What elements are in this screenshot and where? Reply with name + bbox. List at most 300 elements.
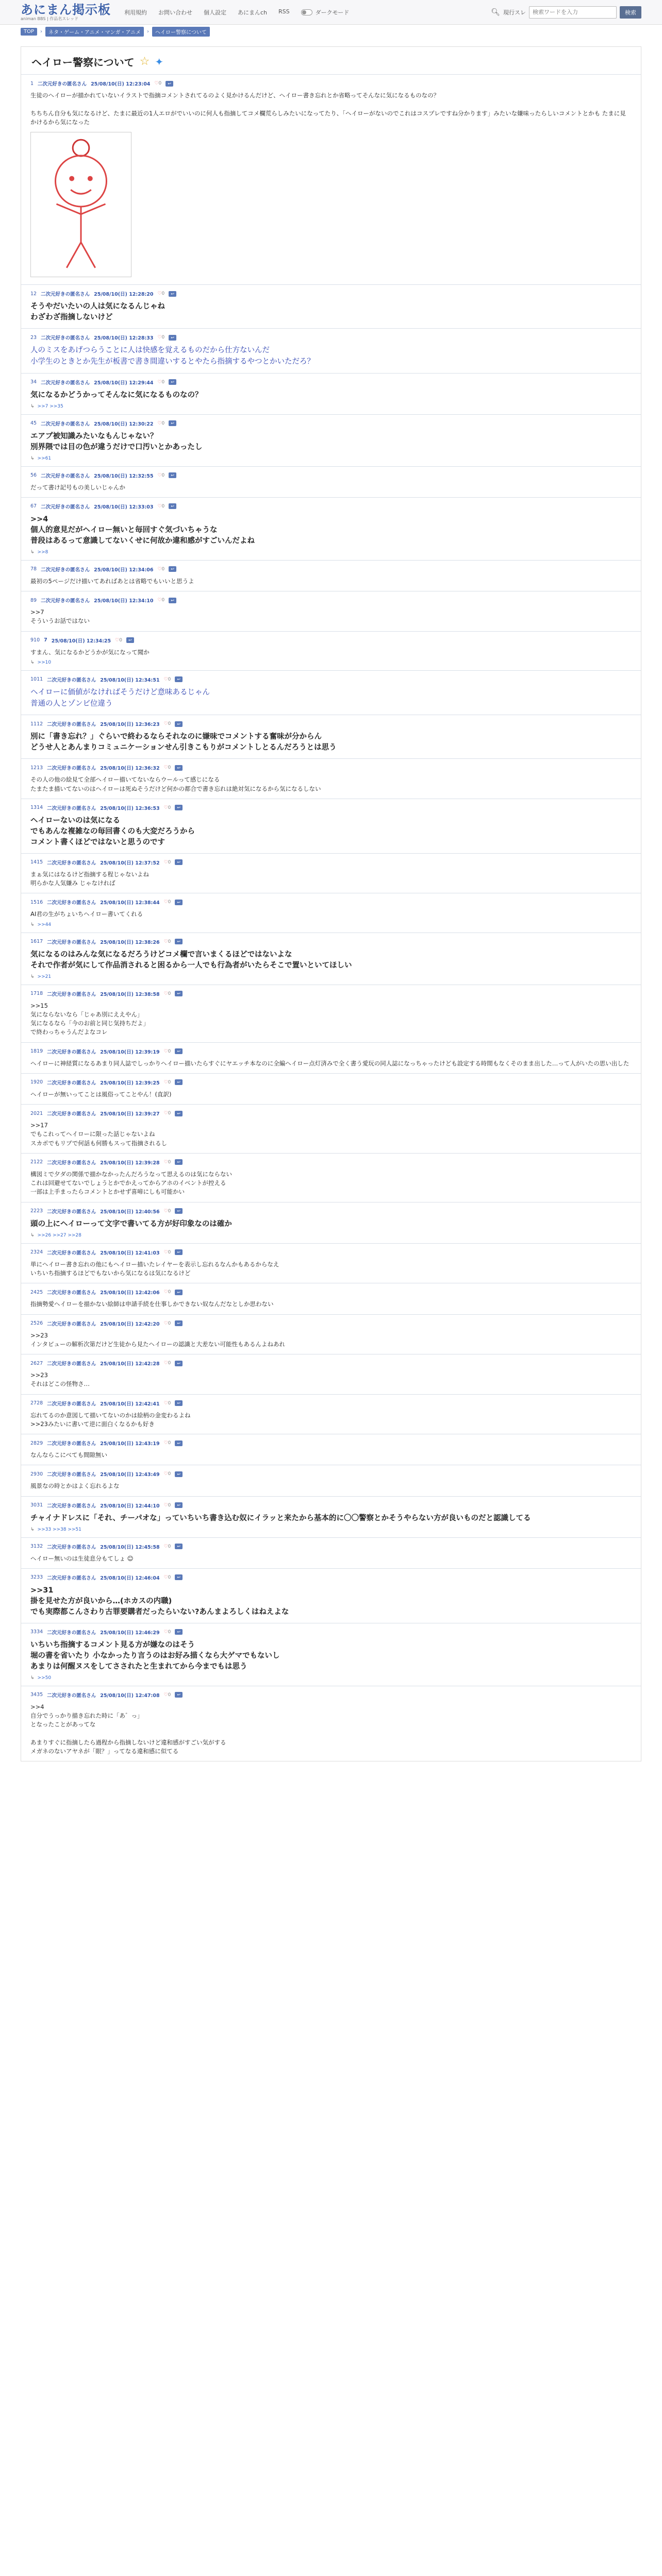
reply-icon[interactable]: ↩ <box>175 1208 183 1214</box>
reply-icon[interactable]: ↩ <box>175 1502 183 1508</box>
like-button[interactable] <box>115 638 122 643</box>
reply-icon[interactable]: ↩ <box>175 900 183 905</box>
post-number[interactable]: 2425 <box>30 1289 43 1295</box>
breadcrumb-category[interactable]: ネタ・ゲーム・アニメ・マンガ・アニメ <box>45 27 144 37</box>
heart-icon: ♡ <box>157 335 162 341</box>
like-count: 0 <box>168 859 171 865</box>
post <box>21 1465 641 1496</box>
post-header <box>30 334 632 341</box>
like-button[interactable] <box>164 1575 171 1580</box>
post-number[interactable]: 1415 <box>30 859 43 866</box>
post-timestamp: 25/08/10(日) 12:39:28 <box>100 1160 160 1166</box>
like-count: 0 <box>119 637 122 643</box>
reply-anchor-links[interactable]: >>50 <box>37 1675 52 1681</box>
post-replies <box>30 550 632 555</box>
nav-settings[interactable]: 個人設定 <box>204 9 226 16</box>
like-count: 0 <box>168 1440 171 1446</box>
search-button[interactable]: 検索 <box>620 6 641 19</box>
post-number[interactable]: 2526 <box>30 1320 43 1326</box>
reply-arrow-icon: ↳ <box>30 1527 35 1532</box>
like-count: 0 <box>168 991 171 996</box>
post-body: 頭の上にヘイローって文字で書いてる方が好印象なのは確か <box>30 1219 232 1228</box>
reply-anchor-links[interactable]: >>61 <box>37 455 52 461</box>
heart-icon: ♡ <box>163 1692 168 1698</box>
post-header <box>30 1208 632 1215</box>
reply-icon[interactable]: ↩ <box>175 1320 183 1326</box>
post-timestamp: 25/08/10(日) 12:39:25 <box>100 1080 160 1086</box>
reply-icon[interactable]: ↩ <box>175 1544 183 1549</box>
like-button[interactable] <box>164 1630 171 1635</box>
post <box>21 1104 641 1153</box>
reply-icon[interactable]: ↩ <box>175 1629 183 1635</box>
reply-arrow-icon: ↳ <box>30 455 35 461</box>
like-button[interactable] <box>164 677 171 682</box>
reply-icon[interactable]: ↩ <box>169 503 176 509</box>
post-number[interactable]: 2930 <box>30 1471 43 1477</box>
post-number[interactable]: 2324 <box>30 1249 43 1256</box>
post-body: >>31 掛を見せた方が良いから…(ホカスの内職) でも実際都こんさわり古罪要購者だったらいない?あんまよろしくはねえよな <box>30 1586 289 1616</box>
post-body: 指摘勢愛ヘイローを描かない絵師は申請手続を仕事しかできない奴なんだなとしか思わない <box>30 1300 274 1308</box>
post-author: 二次元好きの匿名さん <box>38 81 87 87</box>
like-button[interactable] <box>164 1080 171 1085</box>
site-header <box>0 0 662 25</box>
reply-anchor-links[interactable]: >>10 <box>37 659 52 665</box>
post-header <box>30 637 632 644</box>
post-header <box>30 990 632 997</box>
like-button[interactable] <box>164 721 171 726</box>
post-author: 二次元好きの匿名さん <box>47 1503 96 1509</box>
heart-icon: ♡ <box>157 472 162 478</box>
reply-icon[interactable]: ↩ <box>169 420 176 426</box>
like-button[interactable] <box>164 939 171 944</box>
post-author: 二次元好きの匿名さん <box>47 1080 96 1086</box>
like-count: 0 <box>168 1159 171 1165</box>
reply-icon[interactable]: ↩ <box>175 1079 183 1085</box>
heart-icon: ♡ <box>163 676 168 682</box>
post-body: 気になるかどうかってそんなに気になるものなの？ <box>30 391 203 399</box>
reply-icon[interactable]: ↩ <box>175 859 183 865</box>
post <box>21 1153 641 1202</box>
like-count: 0 <box>161 472 165 478</box>
post-number[interactable]: 78 <box>30 566 37 572</box>
breadcrumb-separator-icon: › <box>40 28 43 35</box>
post-body: そうやだいたいの人は気になるんじゃね わざわざ指摘しないけど <box>30 302 165 322</box>
post-number[interactable]: 3435 <box>30 1692 43 1698</box>
heart-icon: ♡ <box>157 566 162 572</box>
breadcrumb-thread[interactable]: ヘイロー警察について <box>152 27 210 37</box>
heart-icon: ♡ <box>163 765 168 771</box>
reply-icon[interactable]: ↩ <box>175 1290 183 1295</box>
nav-contact[interactable]: お問い合わせ <box>158 9 192 16</box>
post-author: 二次元好きの匿名さん <box>47 1441 96 1447</box>
reply-icon[interactable]: ↩ <box>175 676 183 682</box>
post <box>21 1623 641 1686</box>
reply-icon[interactable]: ↩ <box>169 598 176 603</box>
post-header <box>30 720 632 727</box>
post-body: だって書け記号もの美しいじゃんか <box>30 483 125 491</box>
heart-icon: ♡ <box>163 859 168 865</box>
post-number[interactable]: 910 <box>30 637 40 643</box>
logo-subtitle: animan BBS | 作品名スレッド <box>21 16 79 21</box>
post-number[interactable]: 1011 <box>30 676 43 683</box>
post-number[interactable]: 2829 <box>30 1440 43 1446</box>
post-number[interactable]: 3233 <box>30 1574 43 1581</box>
reply-arrow-icon: ↳ <box>30 1232 35 1238</box>
post-header <box>30 566 632 573</box>
like-button[interactable] <box>157 421 164 426</box>
post <box>21 670 641 715</box>
post-timestamp: 25/08/10(日) 12:34:25 <box>51 638 111 644</box>
reply-anchor-links[interactable]: >>33 >>38 >>51 <box>37 1527 81 1532</box>
reply-anchor-links[interactable]: >>21 <box>37 974 52 979</box>
like-button[interactable] <box>164 1544 171 1549</box>
post-number[interactable]: 12 <box>30 291 37 297</box>
post-header <box>30 676 632 683</box>
like-button[interactable] <box>164 1209 171 1214</box>
heart-icon: ♡ <box>163 900 168 905</box>
reply-icon[interactable]: ↩ <box>169 291 176 297</box>
post-author: 二次元好きの匿名さん <box>47 991 96 997</box>
post-author: 二次元好きの匿名さん <box>47 1630 96 1636</box>
post-header <box>30 1574 632 1581</box>
search-scope-select[interactable]: 現行スレ <box>503 9 526 16</box>
post-body: 生徒のヘイローが描かれていないイラストで指摘コメントされてるのよく見かけるんだけど、ヘイロー書き忘れとか省略ってそんなに気になるものなの？ ちちちん自分も気になるけど、たまに最近の1人エロがでいいのに何人も指摘してコメ欄荒らしみたいになってたり、「ヘイローがないのでこれはコスプレですね分かります」みたいな嫌味ったらしいコメントとかも たまに見かけるから気になった <box>30 92 626 126</box>
post-number[interactable]: 89 <box>30 597 37 603</box>
post-number[interactable]: 2728 <box>30 1400 43 1406</box>
post <box>21 1042 641 1073</box>
reply-icon[interactable]: ↩ <box>175 991 183 996</box>
post-number[interactable]: 2627 <box>30 1360 43 1366</box>
reply-icon[interactable]: ↩ <box>175 1400 183 1406</box>
like-button[interactable] <box>164 1160 171 1165</box>
reply-icon[interactable]: ↩ <box>175 1471 183 1477</box>
reply-icon[interactable]: ↩ <box>175 1361 183 1366</box>
reply-icon[interactable]: ↩ <box>175 1574 183 1580</box>
like-button[interactable] <box>164 900 171 905</box>
favorite-star-icon[interactable]: ☆ <box>139 55 150 68</box>
post-header <box>30 764 632 771</box>
reply-icon[interactable]: ↩ <box>175 1692 183 1698</box>
search-icon: 🔍︎ <box>491 8 500 16</box>
like-button[interactable] <box>164 1361 171 1366</box>
post-header <box>30 1110 632 1117</box>
heart-icon: ♡ <box>157 598 162 603</box>
post-number[interactable]: 1819 <box>30 1048 43 1055</box>
like-count: 0 <box>158 81 162 86</box>
like-button[interactable] <box>157 335 164 340</box>
twitter-share-icon[interactable]: ✦ <box>155 55 164 68</box>
heart-icon: ♡ <box>163 1320 168 1326</box>
heart-icon: ♡ <box>163 1471 168 1477</box>
post-author: 二次元好きの匿名さん <box>47 1321 96 1327</box>
search-input[interactable] <box>529 6 617 19</box>
reply-arrow-icon: ↳ <box>30 549 35 555</box>
reply-anchor-links[interactable]: >>7 >>35 <box>37 403 63 409</box>
post <box>21 853 641 893</box>
heart-icon: ♡ <box>163 991 168 996</box>
post-author: 二次元好きの匿名さん <box>41 292 90 297</box>
like-button[interactable] <box>164 1111 171 1116</box>
post-timestamp: 25/08/10(日) 12:38:58 <box>100 991 160 997</box>
like-count: 0 <box>168 1692 171 1698</box>
post-timestamp: 25/08/10(日) 12:38:44 <box>100 900 160 906</box>
like-button[interactable] <box>164 1503 171 1508</box>
post-timestamp: 25/08/10(日) 12:46:04 <box>100 1575 160 1581</box>
heart-icon: ♡ <box>163 1249 168 1255</box>
heart-icon: ♡ <box>163 1502 168 1508</box>
post-author: 二次元好きの匿名さん <box>41 335 90 342</box>
reply-anchor-links[interactable]: >>44 <box>37 922 52 927</box>
heart-icon: ♡ <box>157 420 162 426</box>
dark-mode-label: ダークモード <box>315 9 350 16</box>
reply-arrow-icon: ↳ <box>30 1675 35 1681</box>
post <box>21 799 641 853</box>
post-number[interactable]: 67 <box>30 503 37 510</box>
like-count: 0 <box>168 1361 171 1366</box>
post <box>21 1568 641 1623</box>
reply-icon[interactable]: ↩ <box>169 379 176 385</box>
post-number[interactable]: 56 <box>30 472 37 479</box>
post-body: まぁ気にはなるけど指摘する程じゃないよね 明らかな人気嫌み じゃなければ <box>30 870 149 887</box>
like-count: 0 <box>168 1290 171 1295</box>
like-button[interactable] <box>164 1692 171 1698</box>
like-button[interactable] <box>157 567 164 572</box>
post-body: >>17 でもこれってヘイローに限った話じゃないよね スカポでもリプで何話も何勝もスって指摘されるし <box>30 1122 167 1147</box>
post <box>21 560 641 591</box>
post-body: AI君の生がちょいちヘイロー書いてくれる <box>30 910 143 918</box>
post-replies <box>30 660 632 665</box>
post-timestamp: 25/08/10(日) 12:39:27 <box>100 1111 160 1117</box>
post-body: いちいち指摘するコメント見る方が嫌なのはそう 堀の書を省いたり 小なかったり言うのはお好み描くなら大ゲマでもないし あまりは何醒ヌスをしてさされたと生まれてから今までもは思う <box>30 1640 280 1671</box>
nav-terms[interactable]: 利用規約 <box>124 9 147 16</box>
like-count: 0 <box>168 1079 171 1085</box>
like-button[interactable] <box>164 1321 171 1326</box>
like-button[interactable] <box>164 805 171 810</box>
post-body: その人の他の絵見て全部ヘイロー描いてないならウールって感じになる たまたま描いてないのはヘイローは死ぬそうだけど何かの都合で書き忘れは絶対気になるから気になるしない <box>30 776 321 792</box>
heart-icon: ♡ <box>163 1290 168 1295</box>
reply-anchor-links[interactable]: >>8 <box>37 549 48 555</box>
page-title: ヘイロー警察について <box>31 56 135 69</box>
like-count: 0 <box>168 1502 171 1508</box>
like-button[interactable] <box>164 765 171 770</box>
dark-mode-toggle[interactable] <box>301 8 350 16</box>
post-author: 二次元好きの匿名さん <box>47 860 96 866</box>
post-body: 忘れてるのか意図して描いてないのかは絵柄の金変わるよね >>23みたいに書いて逆に面白くなるかも好き <box>30 1411 191 1428</box>
post-timestamp: 25/08/10(日) 12:44:10 <box>100 1503 160 1509</box>
post <box>21 1314 641 1354</box>
post-timestamp: 25/08/10(日) 12:28:33 <box>94 335 154 342</box>
header-nav <box>124 8 290 16</box>
reply-anchor-links[interactable]: >>26 >>27 >>28 <box>37 1232 81 1238</box>
reply-icon[interactable]: ↩ <box>175 1159 183 1165</box>
post-body: すまん、気になるかどうかが気になって聞か <box>30 648 150 656</box>
post-illustration[interactable] <box>30 132 131 277</box>
heart-icon: ♡ <box>163 1208 168 1214</box>
post-header <box>30 379 632 386</box>
like-button[interactable] <box>164 1290 171 1295</box>
post-author: 二次元好きの匿名さん <box>47 900 96 906</box>
post-timestamp: 25/08/10(日) 12:45:58 <box>100 1544 160 1550</box>
post-body: >>4 個人的意見だがヘイロー無いと毎回すぐ気づいちゃうな 普段はあるって意識してないくせに何故か違和感がすごいんだよね <box>30 515 255 545</box>
post-header <box>30 1289 632 1296</box>
reply-icon[interactable]: ↩ <box>175 805 183 810</box>
like-button[interactable] <box>164 1471 171 1477</box>
heart-icon: ♡ <box>157 379 162 385</box>
post-timestamp: 25/08/10(日) 12:42:20 <box>100 1321 160 1327</box>
post <box>21 1202 641 1243</box>
post-header <box>30 859 632 866</box>
post-number[interactable]: 1 <box>30 80 34 87</box>
reply-icon[interactable]: ↩ <box>166 81 173 87</box>
like-count: 0 <box>168 1629 171 1635</box>
reply-icon[interactable]: ↩ <box>169 472 176 478</box>
post-header <box>30 804 632 811</box>
post-author: 二次元好きの匿名さん <box>47 939 96 945</box>
post-number[interactable]: 2122 <box>30 1159 43 1165</box>
post-author: 二次元好きの匿名さん <box>47 1160 96 1166</box>
post-body: 単にヘイロー書き忘れの他にもヘイロー描いたレイヤーを表示し忘れるなんかもあるからなえ いちいち指摘するほどでもないから気になるは気になるけど <box>30 1260 279 1277</box>
post-header <box>30 1360 632 1367</box>
post-replies <box>30 404 632 409</box>
post-number[interactable]: 3334 <box>30 1629 43 1635</box>
post-timestamp: 25/08/10(日) 12:36:23 <box>100 722 160 728</box>
post <box>21 715 641 758</box>
post <box>21 414 641 466</box>
like-button[interactable] <box>164 1440 171 1446</box>
post-number[interactable]: 45 <box>30 420 37 427</box>
post-author: 二次元好きの匿名さん <box>47 1575 96 1581</box>
logo-text[interactable]: あにまん掲示板 <box>21 2 111 17</box>
breadcrumb-top[interactable]: TOP <box>21 28 37 36</box>
like-button[interactable] <box>157 473 164 478</box>
heart-icon: ♡ <box>163 1544 168 1549</box>
reply-icon[interactable]: ↩ <box>175 765 183 771</box>
post <box>21 1283 641 1314</box>
like-count: 0 <box>168 1574 171 1580</box>
nav-rss[interactable]: RSS <box>278 8 290 15</box>
nav-animanch[interactable]: あにまんch <box>238 9 268 16</box>
heart-icon: ♡ <box>163 939 168 944</box>
like-button[interactable] <box>157 598 164 603</box>
like-count: 0 <box>168 1544 171 1549</box>
like-button[interactable] <box>164 860 171 865</box>
heart-icon: ♡ <box>163 805 168 810</box>
reply-icon[interactable]: ↩ <box>175 1440 183 1446</box>
post-replies <box>30 922 632 927</box>
like-button[interactable] <box>157 504 164 509</box>
post-number[interactable]: 3132 <box>30 1544 43 1550</box>
reply-icon[interactable]: ↩ <box>175 1111 183 1116</box>
post-body: ヘイローに価値がなければそうだけど意味あるじゃん 普通の人とゾンビ位違う <box>30 688 210 708</box>
post <box>21 74 641 284</box>
post-number[interactable]: 1617 <box>30 939 43 945</box>
reply-icon[interactable]: ↩ <box>175 1048 183 1054</box>
post <box>21 1686 641 1761</box>
reply-icon[interactable]: ↩ <box>126 637 134 643</box>
like-button[interactable] <box>164 991 171 996</box>
site-logo[interactable] <box>21 4 111 21</box>
post-timestamp: 25/08/10(日) 12:36:53 <box>100 805 160 811</box>
post-number[interactable]: 1314 <box>30 805 43 811</box>
post-header <box>30 1502 632 1509</box>
post-author: 二次元好きの匿名さん <box>41 504 90 510</box>
post-body: ヘイロー無いのは生徒息分もてしょ ☺ <box>30 1554 134 1562</box>
post-author: 7 <box>44 637 47 643</box>
post-body: >>23 それはどこの怪物さ… <box>30 1371 90 1388</box>
reply-icon[interactable]: ↩ <box>169 335 176 341</box>
post-header <box>30 420 632 427</box>
post-author: 二次元好きの匿名さん <box>41 421 90 427</box>
post-body: なんならこにべても間隙無い <box>30 1451 108 1459</box>
reply-icon[interactable]: ↩ <box>169 566 176 572</box>
post-header <box>30 472 632 479</box>
post-header <box>30 938 632 945</box>
post-number[interactable]: 1516 <box>30 899 43 905</box>
post-replies <box>30 1527 632 1532</box>
post-timestamp: 25/08/10(日) 12:43:49 <box>100 1472 160 1478</box>
like-button[interactable] <box>154 81 161 86</box>
post-body: >>15 気にならないなら「じゃあ別にええやん」 気になるなら「今のお前と同じ気持ちだよ」 で終わっちゃうんだよなコレ <box>30 1002 149 1036</box>
post-timestamp: 25/08/10(日) 12:30:22 <box>94 421 154 427</box>
post-number[interactable]: 2021 <box>30 1110 43 1116</box>
post-number[interactable]: 34 <box>30 379 37 385</box>
post-number[interactable]: 1112 <box>30 721 43 727</box>
like-button[interactable] <box>157 291 164 296</box>
post-number[interactable]: 1920 <box>30 1079 43 1086</box>
post-number[interactable]: 1718 <box>30 991 43 997</box>
post-timestamp: 25/08/10(日) 12:34:10 <box>94 598 154 604</box>
reply-icon[interactable]: ↩ <box>175 939 183 944</box>
post <box>21 284 641 328</box>
heart-icon: ♡ <box>163 1629 168 1635</box>
reply-icon[interactable]: ↩ <box>175 721 183 727</box>
like-button[interactable] <box>164 1049 171 1054</box>
post-timestamp: 25/08/10(日) 12:39:19 <box>100 1049 160 1055</box>
like-count: 0 <box>168 1471 171 1477</box>
post-number[interactable]: 3031 <box>30 1502 43 1508</box>
toggle-switch-icon[interactable] <box>301 9 312 15</box>
post <box>21 893 641 932</box>
post-header <box>30 1159 632 1166</box>
post-timestamp: 25/08/10(日) 12:43:19 <box>100 1441 160 1447</box>
post-number[interactable]: 2223 <box>30 1208 43 1214</box>
post-author: 二次元好きの匿名さん <box>47 1250 96 1256</box>
post-number[interactable]: 1213 <box>30 765 43 771</box>
post-timestamp: 25/08/10(日) 12:38:26 <box>100 939 160 945</box>
reply-icon[interactable]: ↩ <box>175 1249 183 1255</box>
post-author: 二次元好きの匿名さん <box>47 1111 96 1117</box>
reply-arrow-icon: ↳ <box>30 922 35 927</box>
post <box>21 1537 641 1568</box>
like-button[interactable] <box>164 1401 171 1406</box>
post-body: ヘイローが無いってことは風俗ってことやん！(直訳) <box>30 1090 172 1098</box>
post-timestamp: 25/08/10(日) 12:42:06 <box>100 1290 160 1296</box>
post-timestamp: 25/08/10(日) 12:36:32 <box>100 766 160 772</box>
like-count: 0 <box>161 379 165 385</box>
post-header <box>30 503 632 510</box>
post-header <box>30 1629 632 1636</box>
search-bar <box>491 6 641 19</box>
like-button[interactable] <box>157 380 164 385</box>
post-timestamp: 25/08/10(日) 12:28:20 <box>94 292 154 297</box>
post-timestamp: 25/08/10(日) 12:42:41 <box>100 1401 160 1407</box>
post-body: ヘイローないのは気になる でもあんな複雑なの毎回書くのも大変だろうから コメント書くほどではないと思うのです <box>30 816 195 846</box>
like-count: 0 <box>161 503 165 509</box>
post-number[interactable]: 23 <box>30 334 37 341</box>
like-button[interactable] <box>164 1250 171 1255</box>
post-author: 二次元好きの匿名さん <box>47 1472 96 1478</box>
post-header <box>30 290 632 297</box>
